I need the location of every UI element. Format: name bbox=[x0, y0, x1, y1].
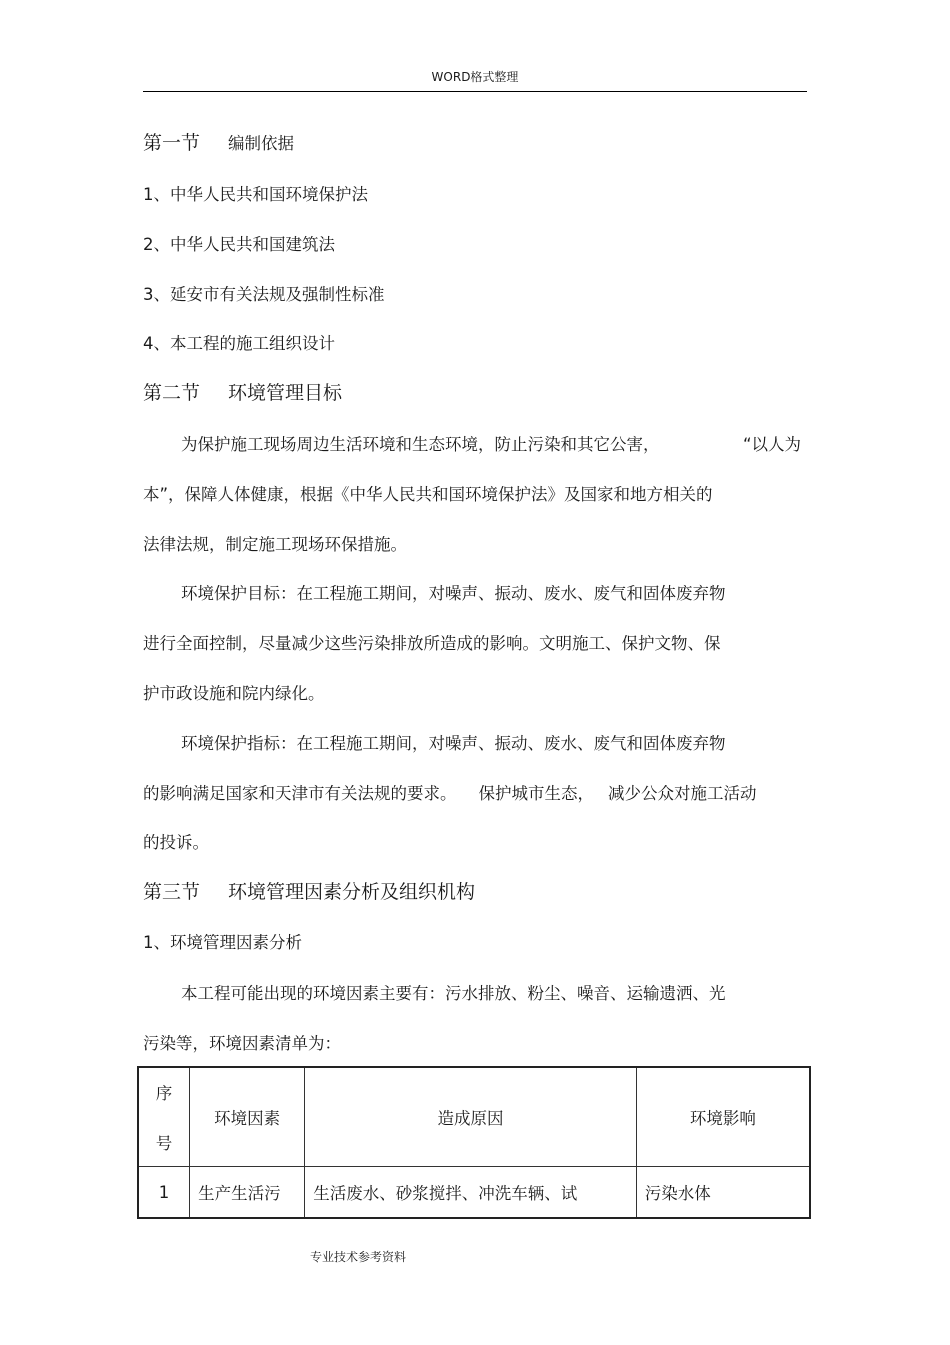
section-3-heading bbox=[143, 877, 475, 904]
section-1-item-1: 1、中华人民共和国环境保护法 bbox=[143, 185, 368, 204]
environment-factors-table bbox=[137, 1066, 811, 1219]
section-2-para-2-line-3: 护市政设施和院内绿化。 bbox=[143, 684, 325, 703]
section-2-number: 第二节 bbox=[143, 382, 201, 404]
section-1-item-2: 2、中华人民共和国建筑法 bbox=[143, 235, 335, 254]
section-3-subheading-1: 1、环境管理因素分析 bbox=[143, 933, 302, 952]
section-1-title: 编制依据 bbox=[228, 134, 295, 153]
header-no: 序 号 bbox=[138, 1067, 190, 1167]
section-2-para-1-line-2: 本”，保障人体健康，根据《中华人民共和国环境保护法》及国家和地方相关的 bbox=[143, 485, 713, 504]
section-1-number: 第一节 bbox=[143, 132, 201, 154]
page-header: WORD格式整理 bbox=[431, 70, 519, 84]
section-2-para-3-line-3: 的投诉。 bbox=[143, 833, 209, 852]
section-1-item-4: 4、本工程的施工组织设计 bbox=[143, 334, 335, 353]
section-2-para-1-line-3: 法律法规，制定施工现场环保措施。 bbox=[143, 535, 407, 554]
section-2-para-1-line-1: 为保护施工现场周边生活环境和生态环境，防止污染和其它公害， “以人为 bbox=[181, 435, 801, 454]
row-impact: 污染水体 bbox=[636, 1167, 810, 1219]
section-2-para-2-line-1: 环境保护目标：在工程施工期间，对噪声、振动、废水、废气和固体废弃物 bbox=[181, 584, 726, 603]
row-no: 1 bbox=[138, 1167, 190, 1219]
table-row bbox=[138, 1167, 810, 1219]
section-2-para-3-line-1: 环境保护指标：在工程施工期间，对噪声、振动、废水、废气和固体废弃物 bbox=[181, 734, 726, 753]
section-3-number: 第三节 bbox=[143, 881, 201, 903]
header-impact: 环境影响 bbox=[636, 1067, 810, 1167]
section-2-title: 环境管理目标 bbox=[228, 382, 343, 404]
table-header-row bbox=[138, 1067, 810, 1167]
section-2-para-2-line-2: 进行全面控制，尽量减少这些污染排放所造成的影响。文明施工、保护文物、保 bbox=[143, 634, 721, 653]
section-3-title: 环境管理因素分析及组织机构 bbox=[228, 881, 476, 903]
header-rule bbox=[143, 91, 807, 92]
page-footer: 专业技术参考资料 bbox=[310, 1250, 407, 1264]
header-cause: 造成原因 bbox=[305, 1067, 636, 1167]
section-3-para-1-line-2: 污染等，环境因素清单为： bbox=[143, 1034, 341, 1053]
section-1-heading bbox=[143, 128, 294, 155]
row-cause: 生活废水、砂浆搅拌、冲洗车辆、试 bbox=[305, 1167, 636, 1219]
section-2-heading bbox=[143, 378, 342, 405]
header-factor: 环境因素 bbox=[190, 1067, 305, 1167]
section-1-item-3: 3、延安市有关法规及强制性标准 bbox=[143, 285, 385, 304]
row-factor: 生产生活污 bbox=[190, 1167, 305, 1219]
section-3-para-1-line-1: 本工程可能出现的环境因素主要有：污水排放、粉尘、噪音、运输遗洒、光 bbox=[181, 984, 726, 1003]
section-2-para-3-line-2: 的影响满足国家和天津市有关法规的要求。 保护城市生态， 减少公众对施工活动 bbox=[143, 784, 757, 803]
